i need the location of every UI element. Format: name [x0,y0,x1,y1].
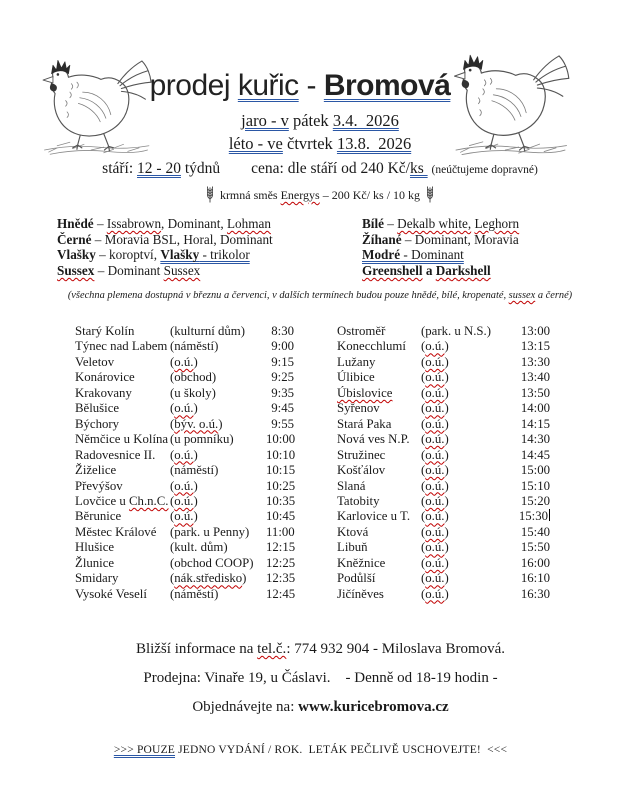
stop-location: (o.ú.) [421,478,449,493]
stop-location: (o.ú.) [421,540,449,555]
stop-time: 14:15 [520,416,550,431]
breed-line-sussex: Sussex – Dominant Sussex [57,263,201,279]
town-name: Libuň [337,540,368,555]
feed-line-text: krmná směs Energys – 200 Kč/ ks / 10 kg [219,188,421,202]
stop-time: 10:45 [266,509,296,524]
stop-time: 16:30 [520,586,550,601]
stop-location: (u školy) [170,385,216,400]
breeds-right-column [362,216,519,279]
town-name: Karlovice u T. [337,509,411,524]
schedule-row [337,370,550,385]
schedule-row [75,324,294,339]
town-name: Kněžnice [337,555,386,570]
schedule-row [337,494,550,509]
schedule-row [337,386,550,401]
stop-time: 10:00 [266,432,296,447]
schedule-row [337,463,550,478]
stop-time: 14:30 [520,432,550,447]
availability-note: (všechna plemena dostupná v březnu a červenci, v dalších termínech budou pouze hnědé, bílé, kropenaté, sussex a černé) [67,290,573,301]
schedule-row [75,448,294,463]
stop-location: (náměstí) [170,586,219,601]
schedule-right-column [337,324,550,602]
stop-time: 12:25 [266,555,296,570]
town-name: Stružinec [337,447,386,462]
town-name: Radovesnice II. [75,447,156,462]
stop-time: 14:45 [520,447,550,462]
summer-date-line: léto - ve čtvrtek 13.8. 2026 [228,134,412,153]
stop-location: (o.ú.) [170,354,198,369]
town-name: Hlušice [75,540,115,555]
schedule-row [75,479,294,494]
stop-location: (o.ú.) [421,524,449,539]
schedule-row [75,463,294,478]
stop-time: 13:30 [520,354,550,369]
stop-location: (o.ú.) [421,555,449,570]
schedule-row [75,355,294,370]
schedule-row [75,525,294,540]
stop-time: 9:35 [271,385,294,400]
stop-location: (o.ú.) [421,586,449,601]
stop-location: (kulturní dům) [170,324,245,338]
stop-time: 10:25 [266,478,296,493]
town-name: Starý Kolín [75,324,135,338]
flyer-title: prodej kuřic - Bromová [149,69,451,102]
town-name: Žiželice [75,463,117,478]
town-name: Týnec nad Labem [75,339,168,354]
stop-location: (o.ú.) [421,571,449,586]
schedule-row [75,370,294,385]
schedule-row [337,540,550,555]
schedule-row [75,509,294,524]
breed-line-bile: Bílé – Dekalb white, Leghorn [362,216,520,231]
town-name: Krakovany [75,385,132,400]
stop-time: 10:35 [266,493,296,508]
stop-time: 15:00 [520,463,550,478]
stop-location: (o.ú.) [421,339,449,354]
stop-time: 13:00 [520,324,550,338]
contact-phone-line: Bližší informace na tel.č.: 774 932 904 - Miloslava Bromová. [135,641,506,657]
stop-location: (o.ú.) [421,463,449,478]
contact-block [40,641,601,728]
stop-location: (náměstí) [170,339,219,354]
town-name: Jičíněves [337,586,384,601]
stop-location: (o.ú.) [421,493,449,508]
town-name: Ostroměř [337,324,386,338]
schedule-row [75,571,294,586]
stop-time: 8:30 [271,324,294,338]
town-name: Stará Paka [337,416,392,431]
stop-location: (náměstí) [170,463,219,478]
stop-location: (o.ú.) [170,509,198,524]
stop-location: (o.ú.) [421,432,449,447]
stop-time: 9:15 [271,354,294,369]
stop-time: 15:40 [520,524,550,539]
schedule-row [337,432,550,447]
town-name: Veletov [75,354,115,369]
text-caret [549,509,550,521]
spring-date-line: jaro - v pátek 3.4. 2026 [241,111,399,130]
breed-line-cerne: Černé – Moravia BSL, Horal, Dominant [57,231,273,247]
schedule-row [75,417,294,432]
schedule-row [337,587,550,602]
age-price-line: stáří: 12 - 20 týdnů cena: dle stáří od 240 Kč/ks (neúčtujeme dopravné) [102,160,538,177]
town-name: Lužany [337,354,376,369]
town-name: Bělušice [75,401,120,416]
stop-location: (park. u Penny) [170,524,250,539]
town-name: Ktová [337,524,369,539]
schedule-row [75,494,294,509]
footer-notice: >>> POUZE JEDNO VYDÁNÍ / ROK. LETÁK PEČLIVĚ USCHOVEJTE! <<< [113,744,508,756]
stop-location: (o.ú.) [421,509,449,524]
town-name: Podůlší [337,571,376,586]
town-name: Žlunice [75,555,115,570]
wheat-icon [200,188,220,202]
schedule-row [337,509,550,524]
stop-time: 14:00 [520,401,550,416]
schedule-row [75,432,294,447]
schedule-row [337,479,550,494]
stop-location: (o.ú.) [170,478,198,493]
schedule-row [75,587,294,602]
town-name: Převýšov [75,478,123,493]
stop-time: 9:45 [271,401,294,416]
stop-location: (park. u N.S.) [421,324,492,338]
schedule-left-column [75,324,294,602]
town-name: Konecchlumí [337,339,406,354]
stop-time: 10:15 [266,463,296,478]
town-name: Vysoké Veselí [75,586,147,601]
stop-time: 9:25 [271,370,294,385]
stop-time: 13:40 [520,370,550,385]
schedule-row [337,571,550,586]
breed-line-modre: Modré - Dominant [362,247,464,263]
schedule-row [75,556,294,571]
stop-time: 15:30 [518,509,548,524]
town-name: Konárovice [75,370,135,385]
stop-location: (o.ú.) [421,354,449,369]
schedule-row [337,417,550,432]
stop-time: 9:55 [271,416,294,431]
town-name: Býchory [75,416,120,431]
stop-time: 10:10 [266,447,296,462]
stop-time: 12:35 [266,571,296,586]
stop-time: 9:00 [271,339,294,354]
contact-order-line: Objednávejte na: www.kuricebromova.cz [192,699,449,715]
town-name: Úbislovice [337,385,393,400]
stop-location: (o.ú.) [421,385,449,400]
stop-location: (o.ú.) [421,416,449,431]
stop-location: (u pomníku) [170,432,234,447]
feed-line [30,186,610,203]
stop-time: 12:15 [266,540,296,555]
stop-location: (kult. dům) [170,540,228,555]
stop-time: 16:10 [520,571,550,586]
stop-location: (nák.středisko) [170,571,247,586]
town-name: Tatobity [337,493,380,508]
schedule-row [337,355,550,370]
schedule-row [75,540,294,555]
town-name: Běrunice [75,509,122,524]
stop-location: (obchod) [170,370,217,385]
breed-line-greenshell: Greenshell a Darkshell [362,263,491,279]
town-name: Slaná [337,478,366,493]
contact-address-line: Prodejna: Vinaře 19, u Čáslavi. - Denně od 18-19 hodin - [143,670,498,686]
schedule-row [337,339,550,354]
schedule-row [337,556,550,571]
schedule-row [337,525,550,540]
stop-time: 15:10 [520,478,550,493]
stop-time: 13:15 [520,339,550,354]
town-name: Úlibice [337,370,375,385]
schedule-row [75,339,294,354]
stop-time: 15:20 [520,493,550,508]
stop-location: (o.ú.) [170,447,198,462]
stop-location: (o.ú.) [421,370,449,385]
breed-line-vlasky: Vlašky – koroptví, Vlašky - trikolor [57,247,250,263]
stop-time: 16:00 [520,555,550,570]
stop-location: (o.ú.) [421,447,449,462]
wheat-icon [420,188,440,202]
town-name: Němčice u Kolína [75,432,169,447]
stop-time: 11:00 [266,524,295,539]
stop-location: (obchod COOP) [170,555,254,570]
town-name: Smidary [75,571,119,586]
breeds-left-column [57,216,273,279]
schedule-row [75,386,294,401]
stop-time: 13:50 [520,385,550,400]
schedule-row [337,401,550,416]
town-name: Lovčice u Ch.n.C. [75,493,169,508]
town-name: Košťálov [337,463,386,478]
schedule-row [75,401,294,416]
stop-time: 12:45 [266,586,296,601]
stop-location: (o.ú.) [170,493,198,508]
town-name: Syřenov [337,401,380,416]
breed-line-zihane: Žíhané – Dominant, Moravia [362,231,519,247]
stop-location: (o.ú.) [170,401,198,416]
breed-line-hnede: Hnědé – Issabrown, Dominant, Lohman [57,216,271,231]
stop-location: (o.ú.) [421,401,449,416]
stop-location: (býv. o.ú.) [170,416,223,431]
schedule-row [337,448,550,463]
town-name: Městec Králové [75,524,157,539]
schedule-row [337,324,550,339]
town-name: Nová ves N.P. [337,432,410,447]
stop-time: 15:50 [520,540,550,555]
